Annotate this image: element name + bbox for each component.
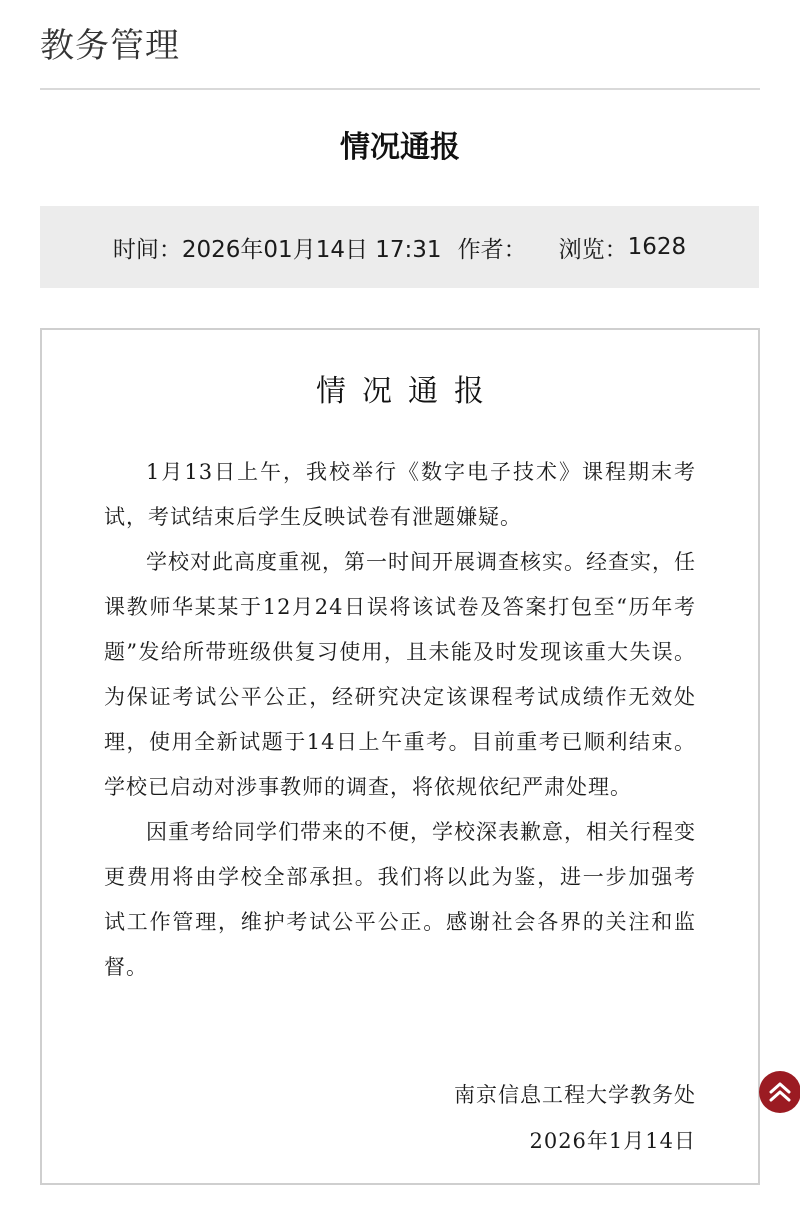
section-divider: [40, 88, 760, 90]
time-value: 2026年01月14日 17:31: [181, 236, 442, 263]
signature-date: 2026年1月14日: [529, 1129, 696, 1153]
article-title: 情况通报: [340, 130, 460, 165]
double-chevron-up-icon: [767, 1079, 793, 1105]
back-to-top-button[interactable]: [759, 1071, 800, 1113]
views-value: 1628: [627, 234, 687, 260]
section-title: 教务管理: [40, 26, 180, 66]
article-meta-bar: [40, 206, 759, 288]
document-paragraph: 因重考给同学们带来的不便，学校深表歉意，相关行程变更费用将由学校全部承担。我们将以此为鉴，进一步加强考试工作管理，维护考试公平公正。感谢社会各界的关注和监督。: [104, 820, 696, 979]
document-heading: 情况通报: [316, 374, 500, 409]
signature-organization: 南京信息工程大学教务处: [454, 1083, 696, 1107]
notice-document: [40, 328, 760, 1185]
document-paragraph: 学校对此高度重视，第一时间开展调查核实。经查实，任课教师华某某于12月24日误将该试卷及答案打包至“历年考题”发给所带班级供复习使用，且未能及时发现该重大失误。为保证考试公平公正，经研究决定该课程考试成绩作无效处理，使用全新试题于14日上午重考。目前重考已顺利结束。学校已启动对涉事教师的调查，将依规依纪严肃处理。: [104, 550, 696, 799]
document-signature: [454, 1072, 696, 1164]
views-label: 浏览：: [558, 236, 628, 263]
document-paragraph: 1月13日上午，我校举行《数字电子技术》课程期末考试，考试结束后学生反映试卷有泄题嫌疑。: [104, 460, 696, 529]
author-label: 作者：: [457, 236, 527, 263]
time-label: 时间：: [112, 236, 182, 263]
document-body: [104, 450, 696, 990]
